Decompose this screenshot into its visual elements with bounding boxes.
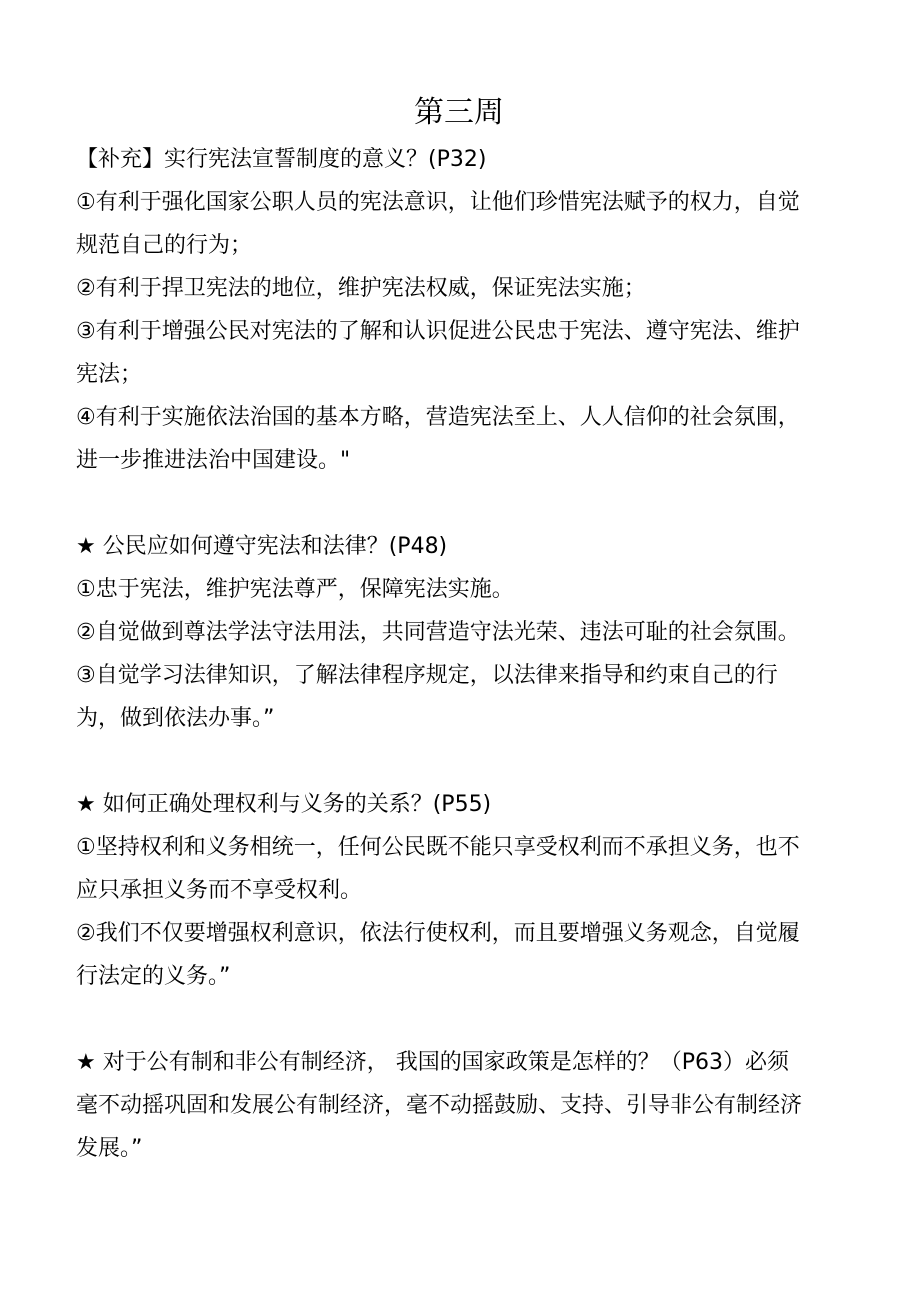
section-obey-constitution — [76, 525, 842, 740]
paragraph-line: ①忠于宪法，维护宪法尊严，保障宪法实施。 — [76, 577, 514, 602]
section-rights-duties — [76, 783, 842, 998]
section-heading: 【补充】实行宪法宣誓制度的意义？(P32) — [76, 147, 487, 172]
section-spacer — [76, 998, 842, 1041]
paragraph-line: 规范自己的行为； — [76, 233, 253, 258]
section-spacer — [76, 740, 842, 783]
paragraph-line: ②自觉做到尊法学法守法用法，共同营造守法光荣、违法可耻的社会氛围。 — [76, 620, 800, 645]
section-ownership-policy — [76, 1041, 842, 1170]
paragraph-line: ①坚持权利和义务相统一，任何公民既不能只享受权利而不承担义务，也不 — [76, 835, 800, 860]
paragraph-line: 发展。” — [76, 1136, 143, 1161]
paragraph-line: 应只承担义务而不享受权利。 — [76, 878, 363, 903]
paragraph-line: 宪法； — [76, 362, 143, 387]
paragraph-line: 进一步推进法治中国建设。" — [76, 448, 351, 473]
paragraph-line: ③有利于增强公民对宪法的了解和认识促进公民忠于宪法、遵守宪法、维护 — [76, 319, 800, 344]
section-heading: ★ 公民应如何遵守宪法和法律？(P48) — [76, 534, 448, 559]
section-oath-significance — [76, 138, 842, 482]
paragraph-line: ②有利于捍卫宪法的地位，维护宪法权威，保证宪法实施； — [76, 276, 646, 301]
page-title: 第三周 — [414, 95, 504, 130]
section-heading: ★ 对于公有制和非公有制经济， 我国的国家政策是怎样的？（P63）必须 — [76, 1050, 789, 1075]
section-spacer — [76, 482, 842, 525]
paragraph-line: ②我们不仅要增强权利意识，依法行使权利，而且要增强义务观念，自觉履 — [76, 921, 800, 946]
paragraph-line: ③自觉学习法律知识，了解法律程序规定，以法律来指导和约束自己的行 — [76, 663, 778, 688]
section-heading: ★ 如何正确处理权利与义务的关系？(P55) — [76, 792, 492, 817]
paragraph-line: 行法定的义务。” — [76, 964, 231, 989]
paragraph-line: ④有利于实施依法治国的基本方略，营造宪法至上、人人信仰的社会氛围， — [76, 405, 800, 430]
paragraph-line: ①有利于强化国家公职人员的宪法意识，让他们珍惜宪法赋予的权力，自觉 — [76, 190, 800, 215]
paragraph-line: 为，做到依法办事。” — [76, 706, 275, 731]
paragraph-line: 毫不动摇巩固和发展公有制经济，毫不动摇鼓励、支持、引导非公有制经济 — [76, 1093, 803, 1118]
